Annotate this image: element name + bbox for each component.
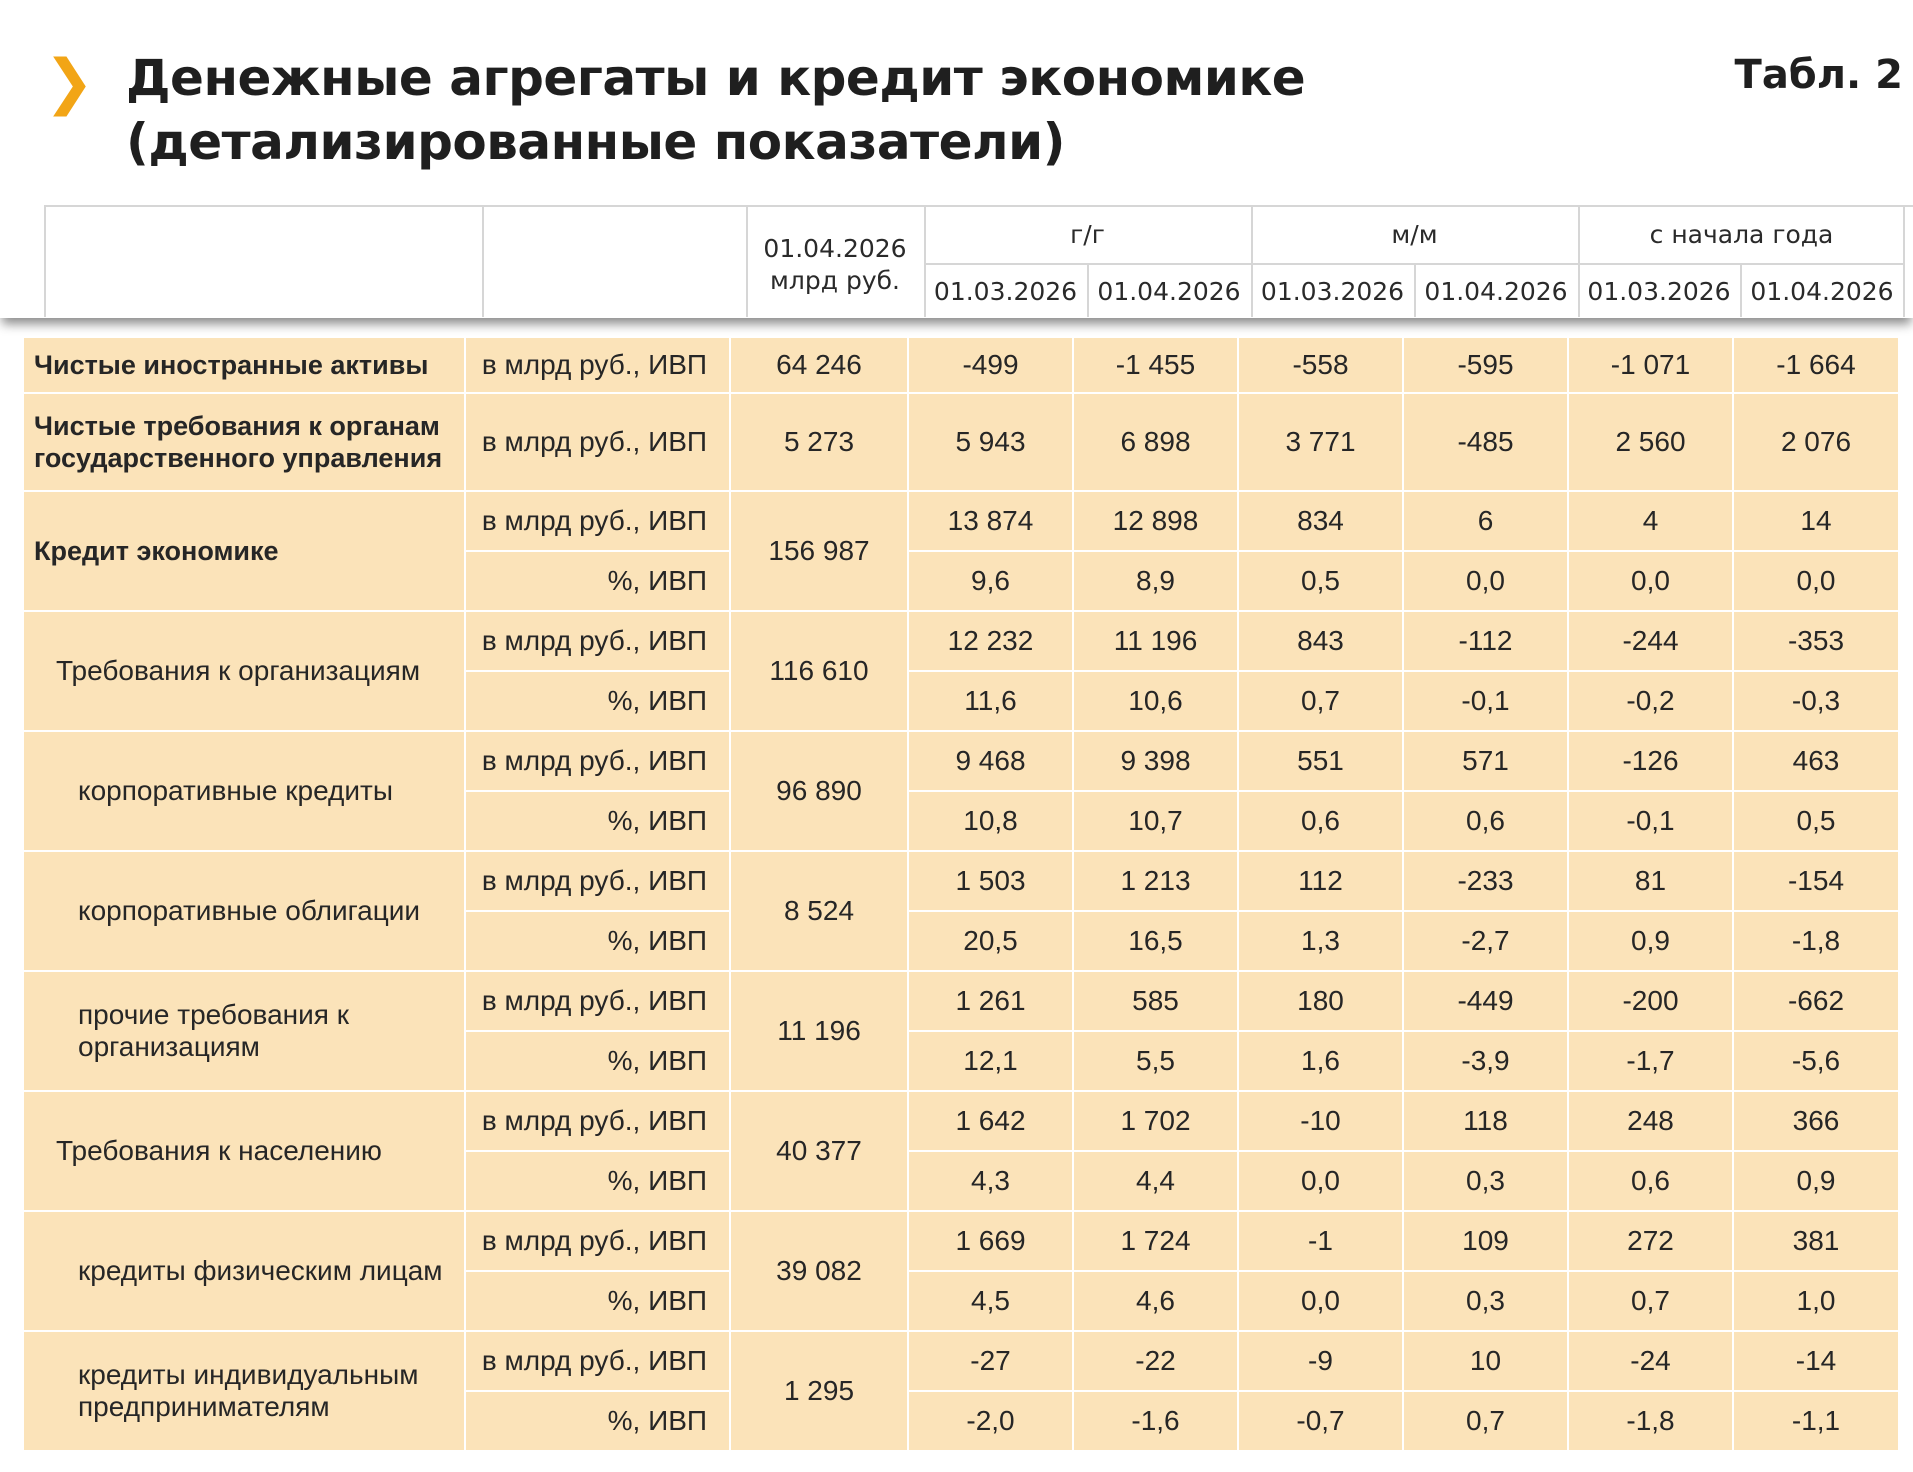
value-cell: 1,0 — [1733, 1271, 1899, 1331]
value-cell: -1,6 — [1073, 1391, 1238, 1451]
date-header: 01.04.2026 — [1424, 276, 1568, 306]
value-cell: 20,5 — [908, 911, 1073, 971]
value-cell: 81 — [1568, 851, 1733, 911]
value-cell: 0,6 — [1568, 1151, 1733, 1211]
unit-cell: в млрд руб., ИВП — [465, 1211, 730, 1271]
level-cell: 11 196 — [730, 971, 908, 1091]
data-table — [22, 336, 1898, 1456]
value-cell: 585 — [1073, 971, 1238, 1031]
value-cell: -200 — [1568, 971, 1733, 1031]
value-cell: 11,6 — [908, 671, 1073, 731]
value-cell: -24 — [1568, 1331, 1733, 1391]
value-cell: 0,0 — [1403, 551, 1568, 611]
unit-cell: в млрд руб., ИВП — [465, 971, 730, 1031]
value-cell: 0,5 — [1238, 551, 1403, 611]
unit-cell: %, ИВП — [465, 1031, 730, 1091]
value-cell: -1 664 — [1733, 337, 1899, 393]
title-line-1: Денежные агрегаты и кредит экономике — [126, 49, 1306, 107]
value-cell: -1,8 — [1733, 911, 1899, 971]
row-label: Требования к организациям — [23, 611, 465, 731]
value-cell: 2 560 — [1568, 393, 1733, 491]
value-cell: -154 — [1733, 851, 1899, 911]
value-cell: 9 398 — [1073, 731, 1238, 791]
value-cell: -2,0 — [908, 1391, 1073, 1451]
unit-cell: %, ИВП — [465, 1151, 730, 1211]
value-cell: 0,9 — [1733, 1151, 1899, 1211]
row-label: Чистые иностранные активы — [23, 337, 465, 393]
value-cell: -3,9 — [1403, 1031, 1568, 1091]
level-cell: 1 295 — [730, 1331, 908, 1451]
table-row — [23, 1091, 1899, 1151]
group-header-ytd: с начала года — [1649, 219, 1834, 249]
value-cell: 0,0 — [1238, 1151, 1403, 1211]
unit-cell: %, ИВП — [465, 551, 730, 611]
row-label: прочие требования к организациям — [23, 971, 465, 1091]
value-cell: 9,6 — [908, 551, 1073, 611]
value-cell: 0,0 — [1238, 1271, 1403, 1331]
value-cell: -662 — [1733, 971, 1899, 1031]
value-cell: 2 076 — [1733, 393, 1899, 491]
value-cell: 4,3 — [908, 1151, 1073, 1211]
value-cell: 4,4 — [1073, 1151, 1238, 1211]
level-cell: 8 524 — [730, 851, 908, 971]
value-cell: 9 468 — [908, 731, 1073, 791]
table-column-header — [44, 205, 1913, 317]
chevron-right-icon: ❯ — [44, 47, 95, 117]
table-number-label: Табл. 2 — [1734, 52, 1903, 98]
value-cell: -353 — [1733, 611, 1899, 671]
unit-cell: %, ИВП — [465, 671, 730, 731]
unit-cell: в млрд руб., ИВП — [465, 851, 730, 911]
table-body — [23, 337, 1899, 1451]
value-cell: 4 — [1568, 491, 1733, 551]
value-cell: 1 261 — [908, 971, 1073, 1031]
value-cell: -1 071 — [1568, 337, 1733, 393]
table-row — [23, 337, 1899, 393]
value-cell: 463 — [1733, 731, 1899, 791]
value-cell: 0,5 — [1733, 791, 1899, 851]
value-cell: 6 — [1403, 491, 1568, 551]
value-cell: 551 — [1238, 731, 1403, 791]
unit-cell: в млрд руб., ИВП — [465, 1091, 730, 1151]
level-header-date: 01.04.2026 — [763, 234, 907, 263]
value-cell: -2,7 — [1403, 911, 1568, 971]
unit-cell: %, ИВП — [465, 1391, 730, 1451]
value-cell: 0,6 — [1403, 791, 1568, 851]
value-cell: 0,7 — [1568, 1271, 1733, 1331]
value-cell: 834 — [1238, 491, 1403, 551]
value-cell: -9 — [1238, 1331, 1403, 1391]
value-cell: 8,9 — [1073, 551, 1238, 611]
level-column-header — [746, 223, 924, 307]
value-cell: 10,7 — [1073, 791, 1238, 851]
value-cell: 118 — [1403, 1091, 1568, 1151]
table-row — [23, 851, 1899, 911]
date-header: 01.03.2026 — [933, 276, 1078, 306]
title-line-2: (детализированные показатели) — [126, 113, 1066, 171]
level-cell: 64 246 — [730, 337, 908, 393]
row-label: корпоративные кредиты — [23, 731, 465, 851]
level-cell: 116 610 — [730, 611, 908, 731]
value-cell: -558 — [1238, 337, 1403, 393]
value-cell: 12,1 — [908, 1031, 1073, 1091]
level-cell: 40 377 — [730, 1091, 908, 1211]
value-cell: -14 — [1733, 1331, 1899, 1391]
value-cell: 4,6 — [1073, 1271, 1238, 1331]
value-cell: 6 898 — [1073, 393, 1238, 491]
level-cell: 156 987 — [730, 491, 908, 611]
value-cell: -1,8 — [1568, 1391, 1733, 1451]
value-cell: 109 — [1403, 1211, 1568, 1271]
value-cell: 14 — [1733, 491, 1899, 551]
value-cell: -485 — [1403, 393, 1568, 491]
unit-cell: %, ИВП — [465, 1271, 730, 1331]
value-cell: 1 642 — [908, 1091, 1073, 1151]
value-cell: 5,5 — [1073, 1031, 1238, 1091]
value-cell: 0,3 — [1403, 1271, 1568, 1331]
value-cell: 112 — [1238, 851, 1403, 911]
value-cell: 1,3 — [1238, 911, 1403, 971]
unit-cell: в млрд руб., ИВП — [465, 731, 730, 791]
value-cell: 3 771 — [1238, 393, 1403, 491]
value-cell: -22 — [1073, 1331, 1238, 1391]
group-header-mom: м/м — [1391, 219, 1438, 249]
unit-cell: в млрд руб., ИВП — [465, 337, 730, 393]
page-title — [126, 46, 1305, 174]
value-cell: 272 — [1568, 1211, 1733, 1271]
value-cell: -499 — [908, 337, 1073, 393]
value-cell: -5,6 — [1733, 1031, 1899, 1091]
row-label: корпоративные облигации — [23, 851, 465, 971]
value-cell: 366 — [1733, 1091, 1899, 1151]
unit-cell: %, ИВП — [465, 791, 730, 851]
value-cell: 0,7 — [1238, 671, 1403, 731]
value-cell: 10,8 — [908, 791, 1073, 851]
unit-cell: %, ИВП — [465, 911, 730, 971]
value-cell: 248 — [1568, 1091, 1733, 1151]
value-cell: 0,7 — [1403, 1391, 1568, 1451]
value-cell: -10 — [1238, 1091, 1403, 1151]
unit-cell: в млрд руб., ИВП — [465, 393, 730, 491]
value-cell: 180 — [1238, 971, 1403, 1031]
value-cell: -0,2 — [1568, 671, 1733, 731]
value-cell: 843 — [1238, 611, 1403, 671]
value-cell: -27 — [908, 1331, 1073, 1391]
table-row — [23, 611, 1899, 671]
value-cell: 0,3 — [1403, 1151, 1568, 1211]
date-header: 01.03.2026 — [1260, 276, 1405, 306]
value-cell: -1,1 — [1733, 1391, 1899, 1451]
table-row — [23, 491, 1899, 551]
value-cell: 1,6 — [1238, 1031, 1403, 1091]
row-label: Кредит экономике — [23, 491, 465, 611]
value-cell: 4,5 — [908, 1271, 1073, 1331]
value-cell: -1 — [1238, 1211, 1403, 1271]
table-row — [23, 393, 1899, 491]
header-panel — [0, 0, 1913, 318]
group-header-yoy: г/г — [1070, 219, 1105, 249]
row-label: Чистые требования к органам государственного управления — [23, 393, 465, 491]
value-cell: -0,3 — [1733, 671, 1899, 731]
date-header: 01.04.2026 — [1750, 276, 1894, 306]
value-cell: -1 455 — [1073, 337, 1238, 393]
row-label: кредиты физическим лицам — [23, 1211, 465, 1331]
level-cell: 39 082 — [730, 1211, 908, 1331]
date-header: 01.04.2026 — [1097, 276, 1241, 306]
level-cell: 96 890 — [730, 731, 908, 851]
value-cell: -0,7 — [1238, 1391, 1403, 1451]
value-cell: 5 943 — [908, 393, 1073, 491]
value-cell: -449 — [1403, 971, 1568, 1031]
unit-cell: в млрд руб., ИВП — [465, 611, 730, 671]
table-row — [23, 1331, 1899, 1391]
value-cell: 1 724 — [1073, 1211, 1238, 1271]
value-cell: 0,9 — [1568, 911, 1733, 971]
value-cell: 16,5 — [1073, 911, 1238, 971]
value-cell: 381 — [1733, 1211, 1899, 1271]
value-cell: -112 — [1403, 611, 1568, 671]
unit-cell: в млрд руб., ИВП — [465, 1331, 730, 1391]
value-cell: 571 — [1403, 731, 1568, 791]
value-cell: 1 702 — [1073, 1091, 1238, 1151]
value-cell: 13 874 — [908, 491, 1073, 551]
value-cell: 10 — [1403, 1331, 1568, 1391]
unit-cell: в млрд руб., ИВП — [465, 491, 730, 551]
row-label: кредиты индивидуальным предпринимателям — [23, 1331, 465, 1451]
value-cell: 12 898 — [1073, 491, 1238, 551]
value-cell: -595 — [1403, 337, 1568, 393]
level-cell: 5 273 — [730, 393, 908, 491]
date-header: 01.03.2026 — [1587, 276, 1731, 306]
value-cell: 0,0 — [1568, 551, 1733, 611]
value-cell: -126 — [1568, 731, 1733, 791]
table-row — [23, 1211, 1899, 1271]
value-cell: 0,0 — [1733, 551, 1899, 611]
value-cell: 11 196 — [1073, 611, 1238, 671]
value-cell: -244 — [1568, 611, 1733, 671]
table-row — [23, 971, 1899, 1031]
value-cell: -0,1 — [1403, 671, 1568, 731]
row-label: Требования к населению — [23, 1091, 465, 1211]
table-row — [23, 731, 1899, 791]
value-cell: 1 669 — [908, 1211, 1073, 1271]
value-cell: 10,6 — [1073, 671, 1238, 731]
value-cell: -0,1 — [1568, 791, 1733, 851]
value-cell: 1 213 — [1073, 851, 1238, 911]
value-cell: 1 503 — [908, 851, 1073, 911]
level-header-unit: млрд руб. — [770, 266, 900, 295]
value-cell: 0,6 — [1238, 791, 1403, 851]
value-cell: 12 232 — [908, 611, 1073, 671]
value-cell: -1,7 — [1568, 1031, 1733, 1091]
value-cell: -233 — [1403, 851, 1568, 911]
